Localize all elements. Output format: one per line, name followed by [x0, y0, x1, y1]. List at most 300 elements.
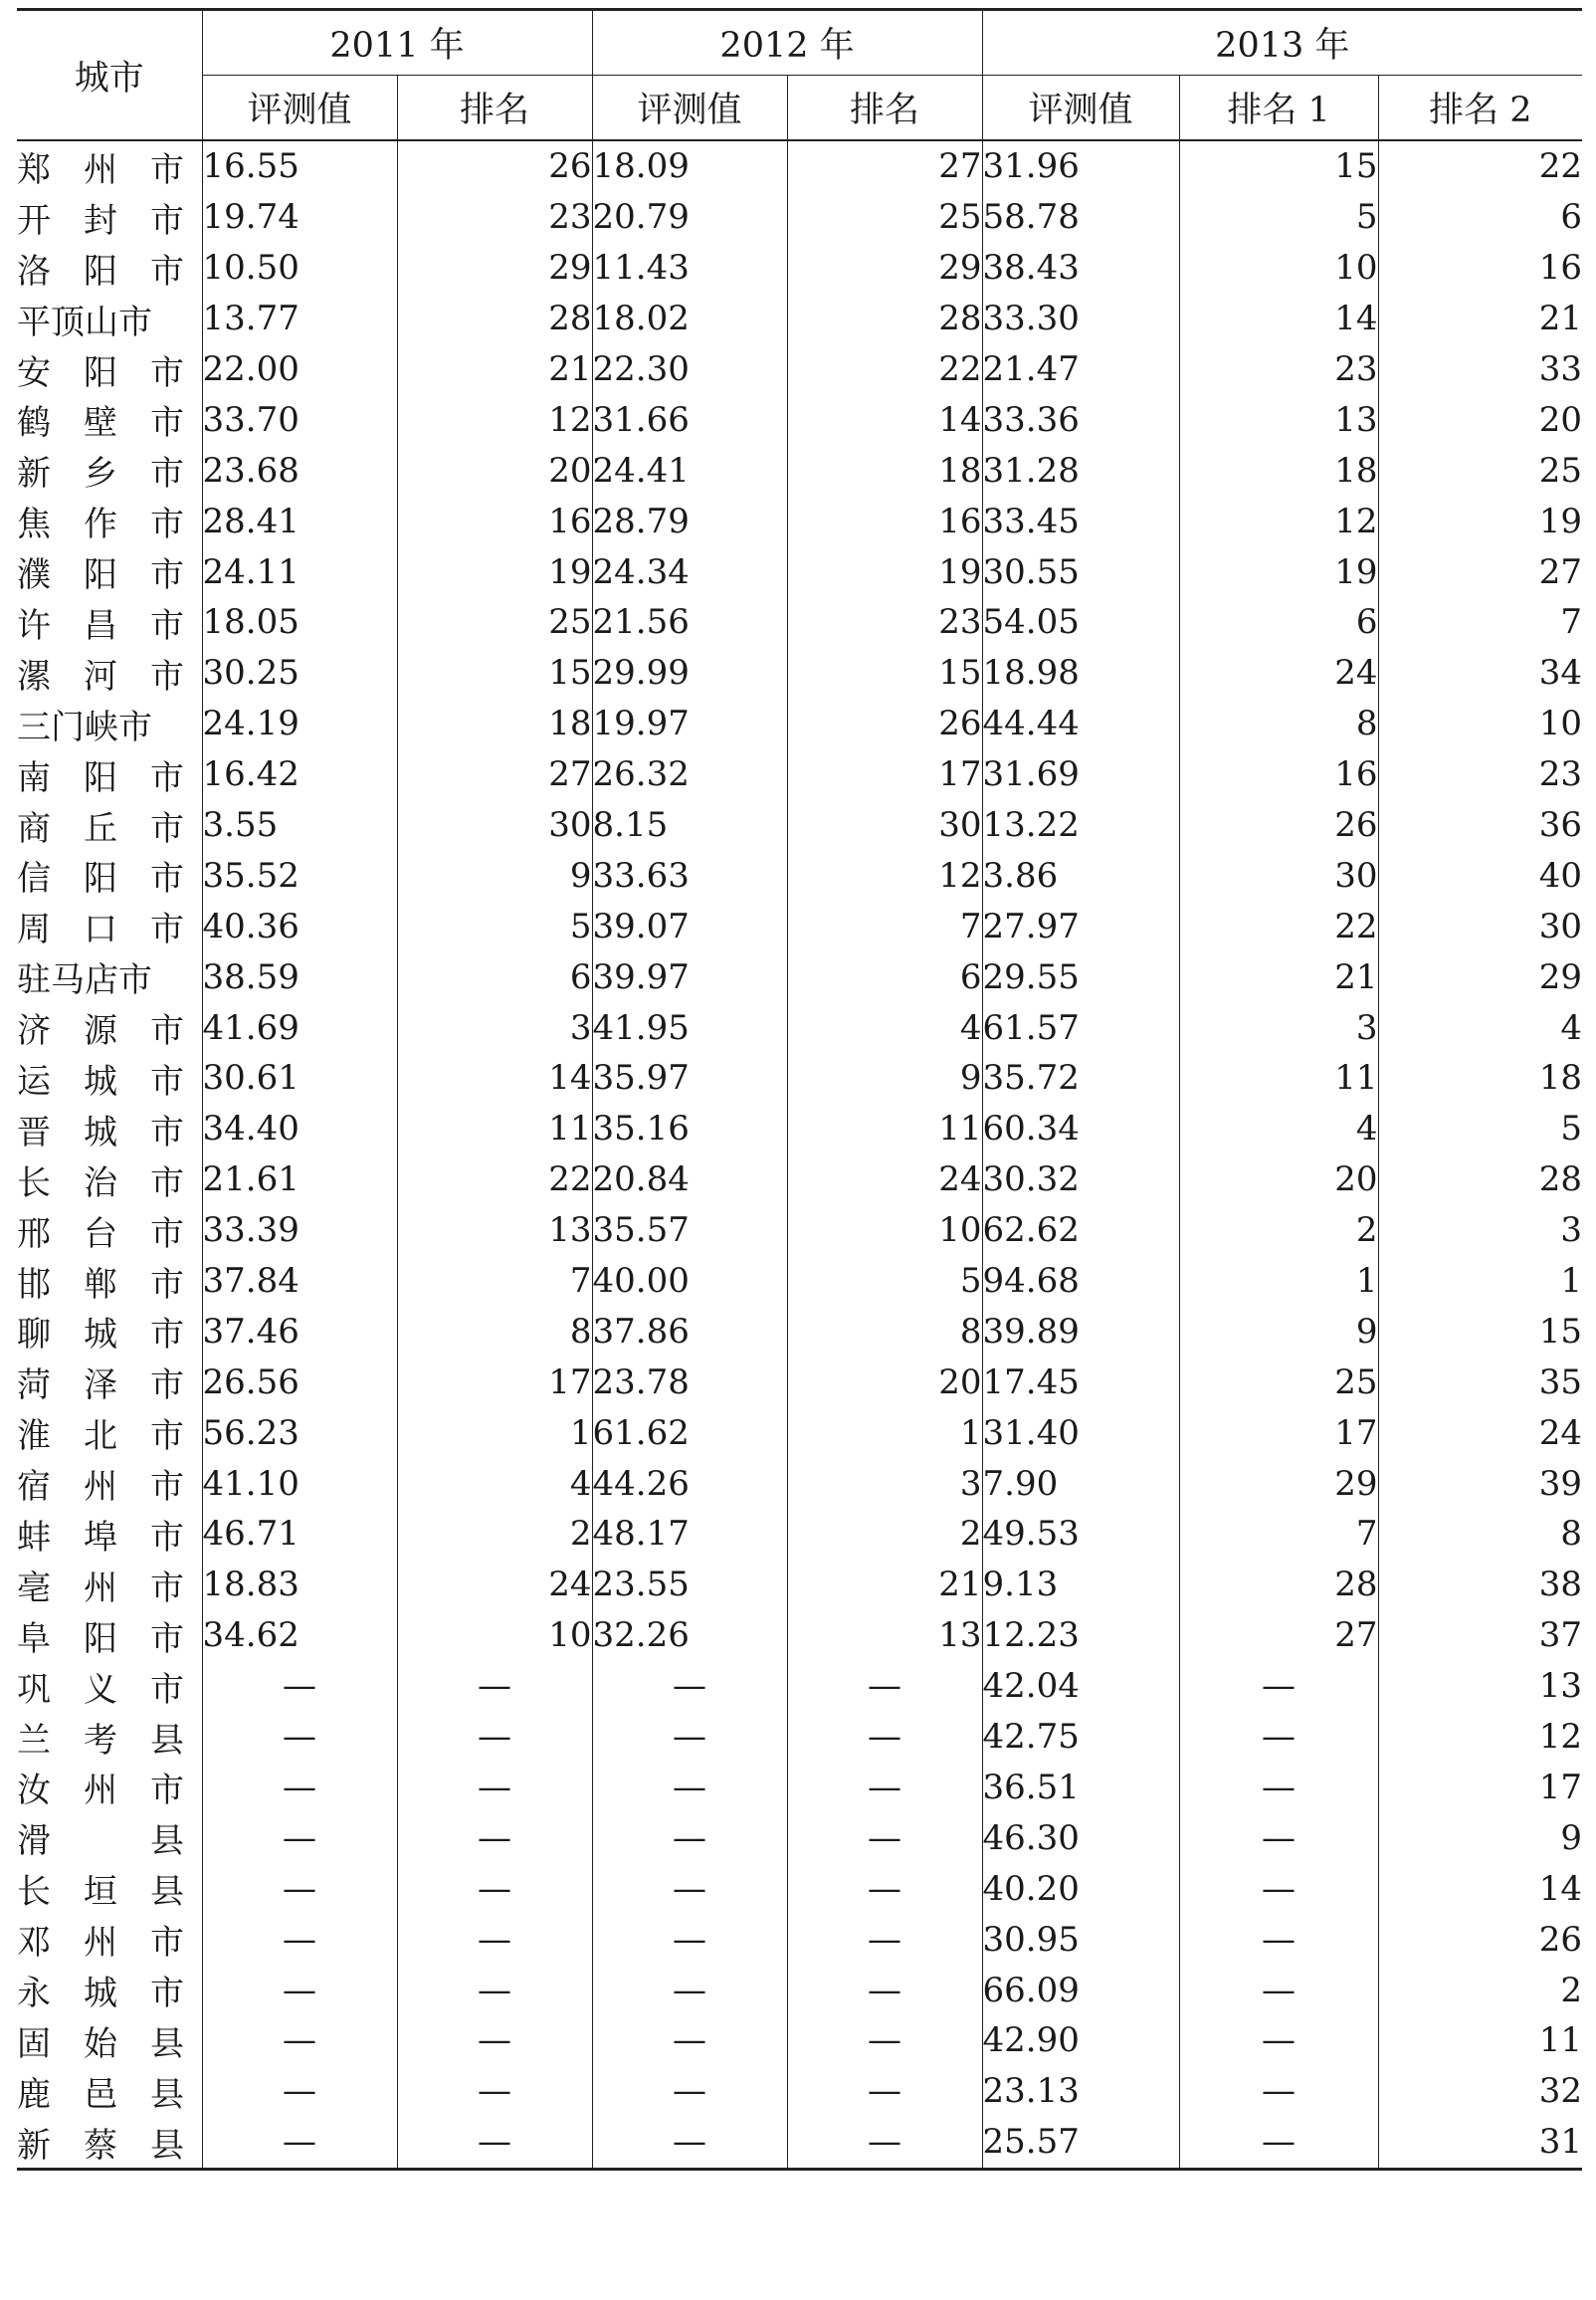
- city-name-char: 市: [150, 1517, 184, 1558]
- rank1-2013-cell: —: [1179, 1863, 1378, 1914]
- city-name-char: 阳: [84, 555, 117, 596]
- table-row: [17, 1002, 1582, 1053]
- rank1-2013-cell: 11: [1179, 1053, 1378, 1104]
- score-2013-cell: 21.47: [982, 344, 1179, 395]
- score-2011-cell: 30.61: [202, 1053, 397, 1104]
- table-body: [17, 140, 1582, 2169]
- rank-2011-cell: —: [397, 1812, 592, 1863]
- rank1-2013-cell: 6: [1179, 597, 1378, 648]
- score-2011-cell: 10.50: [202, 243, 397, 294]
- city-name-cell: [17, 1154, 202, 1205]
- rank-2011-cell: 6: [397, 951, 592, 1002]
- score-2011-cell: 37.46: [202, 1306, 397, 1357]
- city-name-char: 焦: [17, 505, 51, 545]
- score-2013-cell: 66.09: [982, 1965, 1179, 2015]
- rank1-2013-cell: 1: [1179, 1256, 1378, 1307]
- city-name-char: 义: [84, 1669, 117, 1710]
- city-name-cell: [17, 192, 202, 243]
- rank2-2013-cell: 27: [1538, 551, 1583, 592]
- city-name-cell: 驻马店市: [17, 951, 202, 1002]
- score-2012-cell: —: [592, 1863, 787, 1914]
- city-name-cell: [17, 648, 202, 699]
- city-name-char: 市: [150, 1264, 184, 1305]
- score-2012-cell: —: [592, 1712, 787, 1763]
- city-name-char: 昌: [84, 605, 117, 646]
- rank2-2013-cell: 14: [1538, 1868, 1583, 1909]
- rank2-2013-cell: 7: [1560, 602, 1583, 643]
- rank1-2013-header: 排名 1: [1179, 76, 1378, 141]
- rank-2012-cell: 11: [787, 1104, 982, 1154]
- city-name-char: 市: [150, 1568, 184, 1608]
- score-2013-cell: 42.04: [982, 1661, 1179, 1712]
- city-name-char: 市: [150, 605, 184, 646]
- city-name-chars: [17, 446, 184, 495]
- score-2012-cell: 24.41: [592, 445, 787, 496]
- table-row: [17, 1560, 1582, 1610]
- city-name-char: 城: [84, 1112, 117, 1152]
- city-name-char: 州: [84, 1771, 117, 1811]
- score-2013-cell: 60.34: [982, 1104, 1179, 1154]
- city-name-cell: [17, 546, 202, 597]
- city-name-chars: [17, 598, 184, 647]
- city-name-cell: [17, 1104, 202, 1154]
- rank-2011-cell: —: [397, 2066, 592, 2117]
- city-name-chars: [17, 1408, 184, 1457]
- city-name-chars: [17, 1864, 184, 1913]
- score-2012-cell: 31.66: [592, 394, 787, 445]
- header-row-years: [17, 10, 1582, 76]
- rank-2011-cell: 14: [397, 1053, 592, 1104]
- score-2012-cell: 35.57: [592, 1205, 787, 1256]
- score-2012-cell: 8.15: [592, 800, 787, 851]
- city-name-char: 济: [17, 1011, 51, 1052]
- city-name-char: 市: [150, 1416, 184, 1457]
- table-row: [17, 1661, 1582, 1712]
- rank2-2013-cell: 15: [1538, 1311, 1583, 1352]
- score-2011-cell: 56.23: [202, 1407, 397, 1458]
- score-2012-cell: 40.00: [592, 1256, 787, 1307]
- city-name-char: 作: [84, 505, 117, 545]
- city-name-char: 邢: [17, 1213, 51, 1254]
- city-name-char: 市: [150, 1771, 184, 1811]
- city-name-chars: [17, 2016, 184, 2065]
- score-2012-cell: 28.79: [592, 496, 787, 546]
- rank2-2013-cell: 10: [1538, 704, 1583, 744]
- city-name-char: 市: [150, 454, 184, 495]
- city-name-chars: [17, 649, 184, 698]
- city-name-cell: [17, 1763, 202, 1813]
- rank-2011-cell: 7: [397, 1256, 592, 1307]
- city-name-char: 阳: [84, 352, 117, 393]
- score-2012-cell: 44.26: [592, 1458, 787, 1509]
- rank1-2013-cell: 2: [1179, 1205, 1378, 1256]
- table-row: [17, 2117, 1582, 2169]
- city-name-chars: [17, 193, 184, 242]
- score-2013-cell: 42.90: [982, 2015, 1179, 2066]
- table-row: [17, 243, 1582, 294]
- score-2013-cell: 38.43: [982, 243, 1179, 294]
- rank2-2013-cell: 24: [1538, 1412, 1583, 1453]
- rank1-2013-cell: 9: [1179, 1306, 1378, 1357]
- rank1-2013-cell: —: [1179, 1812, 1378, 1863]
- rank-2011-cell: 16: [397, 496, 592, 546]
- city-name-char: 州: [84, 1923, 117, 1964]
- rank-2011-cell: 3: [397, 1002, 592, 1053]
- score-2013-cell: 33.36: [982, 394, 1179, 445]
- city-name-chars: [17, 1713, 184, 1762]
- rank-2011-cell: 22: [397, 1154, 592, 1205]
- rank-2011-cell: 19: [397, 546, 592, 597]
- city-name-char: 市: [150, 808, 184, 849]
- rank-2011-cell: 1: [397, 1407, 592, 1458]
- city-name-chars: [17, 395, 184, 444]
- city-name-char: 阳: [84, 1618, 117, 1659]
- rank-2012-cell: 16: [787, 496, 982, 546]
- rank2-2013-cell: 34: [1538, 653, 1583, 694]
- rank2-2013-cell: 30: [1538, 906, 1583, 946]
- city-name-char: 州: [84, 149, 117, 190]
- city-name-char: 邯: [17, 1264, 51, 1305]
- score-2012-cell: 48.17: [592, 1509, 787, 1560]
- city-name-char: 市: [150, 505, 184, 545]
- city-name-char: 漯: [17, 656, 51, 697]
- city-name-char: 阳: [84, 757, 117, 798]
- score-2012-cell: 23.78: [592, 1357, 787, 1407]
- score-2013-cell: 7.90: [982, 1458, 1179, 1509]
- rank2-2013-cell: 29: [1538, 956, 1583, 997]
- score-2012-cell: 61.62: [592, 1407, 787, 1458]
- rank-2012-cell: 20: [787, 1357, 982, 1407]
- table-row: [17, 1256, 1582, 1307]
- city-name-char: 泽: [84, 1365, 117, 1406]
- rank-2011-cell: 25: [397, 597, 592, 648]
- score-2013-cell: 17.45: [982, 1357, 1179, 1407]
- city-name-chars: [17, 547, 184, 596]
- rank-2011-cell: —: [397, 1763, 592, 1813]
- city-name-char: 乡: [84, 454, 117, 495]
- score-2012-cell: 35.16: [592, 1104, 787, 1154]
- city-name-char: 口: [84, 910, 117, 950]
- city-name-chars: [17, 1611, 184, 1660]
- score-2012-cell: 11.43: [592, 243, 787, 294]
- rank-2011-cell: —: [397, 1965, 592, 2015]
- rank2-2013-cell: 12: [1538, 1717, 1583, 1758]
- rank1-2013-cell: 26: [1179, 800, 1378, 851]
- city-name-char: 县: [150, 1821, 184, 1862]
- rank2-2013-cell: 31: [1378, 2117, 1582, 2169]
- score-2011-cell: —: [202, 2015, 397, 2066]
- score-2011-cell: 16.55: [202, 140, 397, 192]
- rank-2012-cell: 26: [787, 699, 982, 749]
- city-name-char: 聊: [17, 1315, 51, 1356]
- score-2013-cell: 39.89: [982, 1306, 1179, 1357]
- rank1-2013-cell: 8: [1179, 699, 1378, 749]
- rank1-2013-cell: 19: [1179, 546, 1378, 597]
- city-name-cell: [17, 1560, 202, 1610]
- rank-2012-cell: —: [787, 1812, 982, 1863]
- score-2012-header: 评测值: [592, 76, 787, 141]
- city-name-char: 商: [17, 808, 51, 849]
- rank2-2013-cell: 32: [1538, 2071, 1583, 2112]
- score-2011-cell: —: [202, 1661, 397, 1712]
- rank1-2013-cell: 22: [1179, 901, 1378, 951]
- city-name-chars: [17, 2118, 184, 2167]
- table-row: [17, 1104, 1582, 1154]
- score-2011-cell: 21.61: [202, 1154, 397, 1205]
- city-name-char: 市: [150, 1365, 184, 1406]
- city-name-chars: [17, 801, 184, 850]
- city-name-char: 市: [150, 1669, 184, 1710]
- score-2011-cell: 13.77: [202, 294, 397, 344]
- score-2013-cell: 61.57: [982, 1002, 1179, 1053]
- city-name-char: 丘: [84, 808, 117, 849]
- rank1-2013-cell: —: [1179, 1914, 1378, 1965]
- score-2011-cell: 24.19: [202, 699, 397, 749]
- city-name-char: 鹿: [17, 2074, 51, 2115]
- table-row: [17, 294, 1582, 344]
- rank-2011-cell: 2: [397, 1509, 592, 1560]
- score-2012-cell: 37.86: [592, 1306, 787, 1357]
- city-name-chars: [17, 902, 184, 950]
- rank-2012-cell: 23: [787, 597, 982, 648]
- rank2-2013-cell: 23: [1538, 754, 1583, 795]
- score-2013-cell: 9.13: [982, 1560, 1179, 1610]
- city-name-cell: 三门峡市: [17, 699, 202, 749]
- score-2013-cell: 35.72: [982, 1053, 1179, 1104]
- score-2011-cell: 35.52: [202, 850, 397, 901]
- score-2011-cell: 19.74: [202, 192, 397, 243]
- table-row: [17, 192, 1582, 243]
- city-name-char: 壁: [84, 403, 117, 444]
- score-2012-cell: 35.97: [592, 1053, 787, 1104]
- city-name-cell: 平顶山市: [17, 294, 202, 344]
- score-2012-cell: 33.63: [592, 850, 787, 901]
- city-name-char: 许: [17, 605, 51, 646]
- city-name-cell: [17, 1458, 202, 1509]
- table-row: [17, 1763, 1582, 1813]
- score-2012-cell: —: [592, 2117, 787, 2169]
- city-name-cell: [17, 1661, 202, 1712]
- rank1-2013-cell: —: [1179, 1965, 1378, 2015]
- score-2012-cell: 19.97: [592, 699, 787, 749]
- city-name-chars: [17, 1105, 184, 1153]
- rank-2012-cell: —: [787, 2066, 982, 2117]
- rank2-2013-cell: 16: [1538, 248, 1583, 289]
- header-row-metrics: [17, 76, 1582, 141]
- rank-2011-cell: 9: [397, 850, 592, 901]
- city-name-char: 市: [150, 1923, 184, 1964]
- rank1-2013-cell: —: [1179, 1712, 1378, 1763]
- rank-2012-cell: —: [787, 1661, 982, 1712]
- score-2011-cell: 22.00: [202, 344, 397, 395]
- score-2011-cell: 18.05: [202, 597, 397, 648]
- city-name-char: 周: [17, 910, 51, 950]
- city-name-char: 滑: [17, 1821, 51, 1862]
- city-name-chars: [17, 1206, 184, 1255]
- city-name-chars: [17, 497, 184, 545]
- city-name-char: 考: [84, 1720, 117, 1761]
- rank1-2013-cell: 23: [1179, 344, 1378, 395]
- rank1-2013-cell: 13: [1179, 394, 1378, 445]
- rank1-2013-cell: 29: [1179, 1458, 1378, 1509]
- city-name-char: 晋: [17, 1112, 51, 1152]
- city-name-char: 封: [84, 200, 117, 241]
- city-name-char: 市: [150, 1467, 184, 1508]
- rank2-2013-cell: 21: [1538, 299, 1583, 339]
- city-name-cell: [17, 800, 202, 851]
- score-2013-cell: 36.51: [982, 1763, 1179, 1813]
- score-2013-cell: 13.22: [982, 800, 1179, 851]
- score-2012-cell: —: [592, 2015, 787, 2066]
- score-2011-cell: 30.25: [202, 648, 397, 699]
- score-2012-cell: 20.79: [592, 192, 787, 243]
- city-name-cell: [17, 850, 202, 901]
- city-name-chars: [17, 1307, 184, 1356]
- city-name-char: 洛: [17, 251, 51, 292]
- city-name-cell: [17, 1256, 202, 1307]
- rank-2012-cell: 28: [787, 294, 982, 344]
- rank-2012-cell: 8: [787, 1306, 982, 1357]
- table-row: [17, 1863, 1582, 1914]
- rank-2012-cell: 7: [787, 901, 982, 951]
- rank-2011-cell: 11: [397, 1104, 592, 1154]
- rank2-2013-cell: 9: [1560, 1817, 1583, 1858]
- city-name-char: 开: [17, 200, 51, 241]
- score-2011-cell: 28.41: [202, 496, 397, 546]
- city-name-char: 河: [84, 656, 117, 697]
- city-name-char: 长: [17, 1162, 51, 1203]
- rank-2011-cell: —: [397, 1914, 592, 1965]
- city-name-cell: [17, 1812, 202, 1863]
- rank-2012-cell: 14: [787, 394, 982, 445]
- city-name-char: 埠: [84, 1517, 117, 1558]
- rank2-2013-cell: 38: [1538, 1565, 1583, 1605]
- city-name-char: 安: [17, 352, 51, 393]
- rank-2012-cell: —: [787, 1914, 982, 1965]
- score-2011-cell: —: [202, 1763, 397, 1813]
- score-2012-cell: 20.84: [592, 1154, 787, 1205]
- rank-2012-cell: —: [787, 2015, 982, 2066]
- rank-2012-cell: —: [787, 1712, 982, 1763]
- rank-2012-cell: 18: [787, 445, 982, 496]
- city-name-cell: [17, 1306, 202, 1357]
- rank-2011-cell: 20: [397, 445, 592, 496]
- rank2-2013-cell: 18: [1538, 1058, 1583, 1099]
- score-2011-cell: 41.10: [202, 1458, 397, 1509]
- rank1-2013-cell: 17: [1179, 1407, 1378, 1458]
- score-2011-cell: 33.70: [202, 394, 397, 445]
- rank-2011-cell: 18: [397, 699, 592, 749]
- table-row: [17, 344, 1582, 395]
- table-row: [17, 1458, 1582, 1509]
- city-name-cell: [17, 1863, 202, 1914]
- score-2013-cell: 31.96: [982, 140, 1179, 192]
- table-row: [17, 445, 1582, 496]
- table-row: [17, 1965, 1582, 2015]
- rank1-2013-cell: —: [1179, 2066, 1378, 2117]
- city-name-char: 蚌: [17, 1517, 51, 1558]
- rank2-2013-cell: 19: [1538, 501, 1583, 541]
- rank-2012-cell: 13: [787, 1610, 982, 1661]
- city-name-char: 阳: [84, 251, 117, 292]
- city-name-chars: [17, 750, 184, 799]
- city-name-char: 南: [17, 757, 51, 798]
- table-row: [17, 546, 1582, 597]
- city-name-char: 邑: [84, 2074, 117, 2115]
- table-row: [17, 394, 1582, 445]
- rank-2012-cell: —: [787, 1965, 982, 2015]
- score-2011-cell: 34.62: [202, 1610, 397, 1661]
- rank-2012-cell: 1: [787, 1407, 982, 1458]
- city-name-chars: [17, 2067, 184, 2116]
- rank2-2013-cell: 17: [1538, 1767, 1583, 1807]
- city-name-char: 台: [84, 1213, 117, 1254]
- rank-2012-cell: 17: [787, 749, 982, 800]
- rank1-2013-cell: 15: [1179, 140, 1378, 192]
- rank-2012-cell: 9: [787, 1053, 982, 1104]
- score-2011-cell: 34.40: [202, 1104, 397, 1154]
- city-name-cell: [17, 1509, 202, 1560]
- rank-2012-header: 排名: [787, 76, 982, 141]
- score-2013-cell: 62.62: [982, 1205, 1179, 1256]
- city-name-char: 县: [150, 1872, 184, 1913]
- rank2-2013-cell: 3: [1560, 1210, 1583, 1251]
- city-name-char: 治: [84, 1162, 117, 1203]
- year-2012-header: 2012 年: [592, 10, 982, 76]
- score-2012-cell: 22.30: [592, 344, 787, 395]
- city-name-chars: [17, 1155, 184, 1204]
- rank-2011-cell: —: [397, 1863, 592, 1914]
- score-2011-cell: —: [202, 1812, 397, 1863]
- city-name-char: 市: [150, 1213, 184, 1254]
- score-2013-cell: 23.13: [982, 2066, 1179, 2117]
- rank1-2013-cell: 7: [1179, 1509, 1378, 1560]
- city-name-char: 县: [150, 2125, 184, 2166]
- table-row: [17, 496, 1582, 546]
- city-name-cell: [17, 445, 202, 496]
- rank2-2013-cell: 39: [1538, 1463, 1583, 1504]
- table-row: [17, 1154, 1582, 1205]
- city-name-chars: [17, 1003, 184, 1052]
- table-row: [17, 1053, 1582, 1104]
- rank2-2013-cell: 37: [1538, 1615, 1583, 1656]
- rank-2011-cell: 8: [397, 1306, 592, 1357]
- rank1-2013-cell: 14: [1179, 294, 1378, 344]
- score-2013-cell: 49.53: [982, 1509, 1179, 1560]
- rank1-2013-cell: —: [1179, 2117, 1378, 2169]
- score-2011-cell: —: [202, 1965, 397, 2015]
- city-name-chars: [17, 244, 184, 293]
- city-name-char: 市: [150, 910, 184, 950]
- rank-2011-cell: —: [397, 2117, 592, 2169]
- rank-2011-cell: 4: [397, 1458, 592, 1509]
- rank-2011-cell: 29: [397, 243, 592, 294]
- rank-2011-cell: —: [397, 1661, 592, 1712]
- city-name-char: 市: [150, 403, 184, 444]
- rank-2012-cell: 5: [787, 1256, 982, 1307]
- city-name-cell: [17, 1205, 202, 1256]
- city-name-chars: [17, 1358, 184, 1406]
- city-name-cell: [17, 2015, 202, 2066]
- city-name-char: 北: [84, 1416, 117, 1457]
- table-row: [17, 800, 1582, 851]
- score-2011-cell: 37.84: [202, 1256, 397, 1307]
- table-row: [17, 2015, 1582, 2066]
- rank-2011-cell: 12: [397, 394, 592, 445]
- city-name-cell: [17, 749, 202, 800]
- rank-2012-cell: 2: [787, 1509, 982, 1560]
- table-row: [17, 850, 1582, 901]
